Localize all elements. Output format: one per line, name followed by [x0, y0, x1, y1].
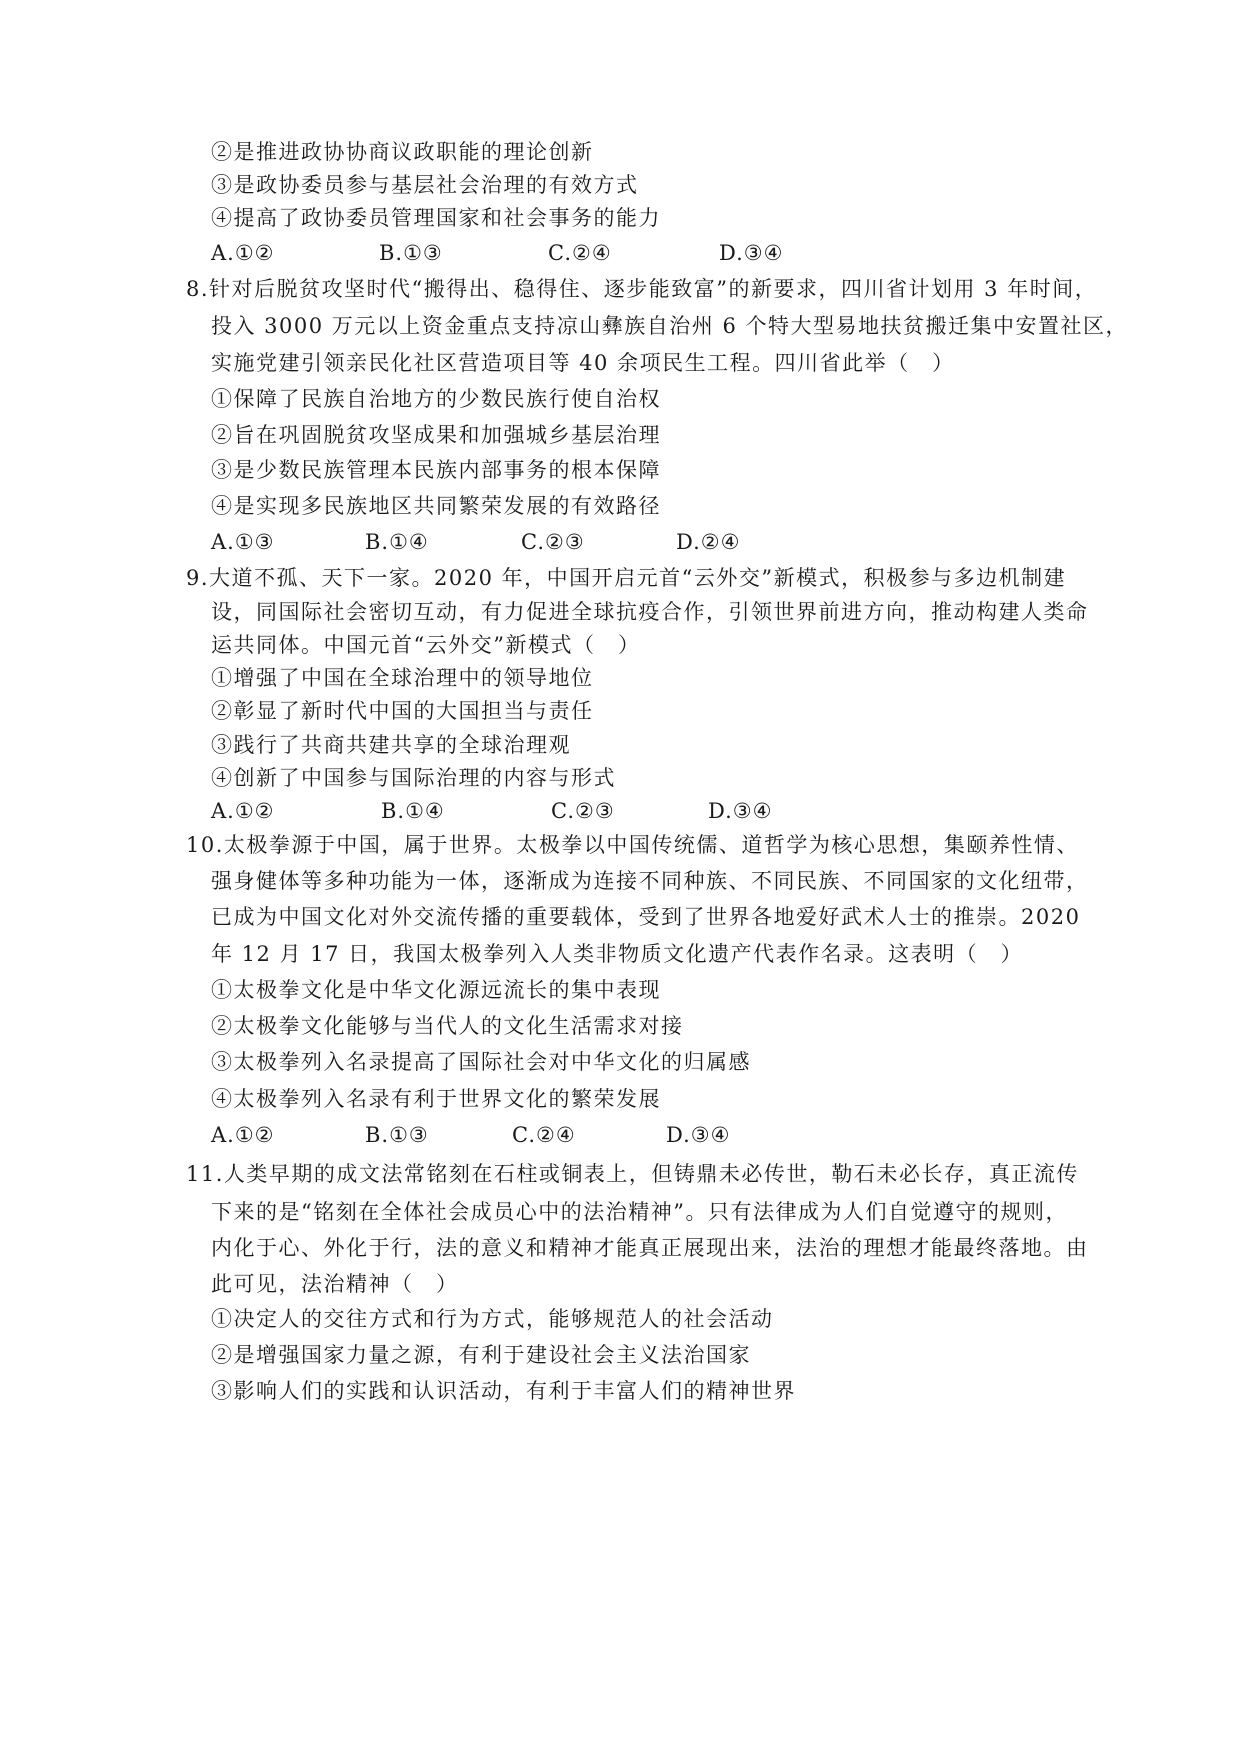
q8-stem-line-2: 投入 3000 万元以上资金重点支持凉山彝族自治州 6 个特大型易地扶贫搬迁集中安置社区，: [211, 314, 1129, 338]
q8-choice-1: ①保障了民族自治地方的少数民族行使自治权: [211, 387, 661, 411]
q9-stem-line-1: 9.大道不孤、天下一家。2020 年，中国开启元首“云外交”新模式，积极参与多边机制建: [186, 566, 1067, 590]
q10-option-a: A.①②: [211, 1123, 275, 1147]
q7-option-b: B.①③: [379, 241, 443, 265]
q10-choice-2: ②太极拳文化能够与当代人的文化生活需求对接: [211, 1014, 684, 1038]
q10-choice-4: ④太极拳列入名录有利于世界文化的繁荣发展: [211, 1087, 661, 1111]
q8-option-d: D.②④: [676, 530, 741, 554]
q10-stem-line-3: 已成为中国文化对外交流传播的重要载体，受到了世界各地爱好武术人士的推崇。2020: [211, 905, 1081, 929]
q7-option-a: A.①②: [211, 241, 275, 265]
q7-choice-2: ②是推进政协协商议政职能的理论创新: [211, 140, 594, 164]
q9-choice-4: ④创新了中国参与国际治理的内容与形式: [211, 766, 616, 790]
q8-option-c: C.②③: [521, 530, 585, 554]
q8-choice-4: ④是实现多民族地区共同繁荣发展的有效路径: [211, 494, 661, 518]
q10-option-d: D.③④: [666, 1123, 731, 1147]
q7-choice-3: ③是政协委员参与基层社会治理的有效方式: [211, 173, 639, 197]
q9-stem-line-3: 运共同体。中国元首“云外交”新模式（ ）: [211, 633, 641, 657]
q8-choice-2: ②旨在巩固脱贫攻坚成果和加强城乡基层治理: [211, 423, 661, 447]
q11-stem-line-4: 此可见，法治精神（ ）: [211, 1272, 459, 1296]
q9-option-a: A.①②: [211, 799, 275, 823]
q8-choice-3: ③是少数民族管理本民族内部事务的根本保障: [211, 458, 661, 482]
q10-stem-line-1: 10.太极拳源于中国，属于世界。太极拳以中国传统儒、道哲学为核心思想，集颐养性情、: [186, 833, 1079, 857]
q9-option-b: B.①④: [381, 799, 445, 823]
q9-choice-1: ①增强了中国在全球治理中的领导地位: [211, 666, 594, 690]
q9-choice-3: ③践行了共商共建共享的全球治理观: [211, 733, 571, 757]
q11-stem-line-3: 内化于心、外化于行，法的意义和精神才能真正展现出来，法治的理想才能最终落地。由: [211, 1236, 1089, 1260]
q10-stem-line-2: 强身健体等多种功能为一体，逐渐成为连接不同种族、不同民族、不同国家的文化纽带，: [211, 869, 1089, 893]
q11-choice-1: ①决定人的交往方式和行为方式，能够规范人的社会活动: [211, 1307, 774, 1331]
q11-choice-2: ②是增强国家力量之源，有利于建设社会主义法治国家: [211, 1343, 751, 1367]
q8-stem-line-1: 8.针对后脱贫攻坚时代“搬得出、稳得住、逐步能致富”的新要求，四川省计划用 3 年时间，: [186, 277, 1098, 301]
q10-choice-1: ①太极拳文化是中华文化源远流长的集中表现: [211, 978, 661, 1002]
q8-stem-line-3: 实施党建引领亲民化社区营造项目等 40 余项民生工程。四川省此举（ ）: [211, 351, 955, 375]
q10-choice-3: ③太极拳列入名录提高了国际社会对中华文化的归属感: [211, 1050, 751, 1074]
q8-option-a: A.①③: [211, 530, 275, 554]
q10-option-c: C.②④: [512, 1123, 576, 1147]
q10-stem-line-4: 年 12 月 17 日，我国太极拳列入人类非物质文化遗产代表作名录。这表明（ ）: [211, 942, 1024, 966]
q11-choice-3: ③影响人们的实践和认识活动，有利于丰富人们的精神世界: [211, 1379, 796, 1403]
q7-choice-4: ④提高了政协委员管理国家和社会事务的能力: [211, 206, 661, 230]
q11-stem-line-2: 下来的是“铭刻在全体社会成员心中的法治精神”。只有法律成为人们自觉遵守的规则，: [211, 1200, 1068, 1224]
q8-option-b: B.①④: [365, 530, 429, 554]
q10-option-b: B.①③: [365, 1123, 429, 1147]
q7-option-c: C.②④: [548, 241, 612, 265]
q11-stem-line-1: 11.人类早期的成文法常铭刻在石柱或铜表上，但铸鼎未必传世，勒石未必长存，真正流传: [186, 1162, 1079, 1186]
q9-option-d: D.③④: [708, 799, 773, 823]
q9-choice-2: ②彰显了新时代中国的大国担当与责任: [211, 699, 594, 723]
q9-stem-line-2: 设，同国际社会密切互动，有力促进全球抗疫合作，引领世界前进方向，推动构建人类命: [211, 600, 1089, 624]
q7-option-d: D.③④: [719, 241, 784, 265]
q9-option-c: C.②③: [551, 799, 615, 823]
